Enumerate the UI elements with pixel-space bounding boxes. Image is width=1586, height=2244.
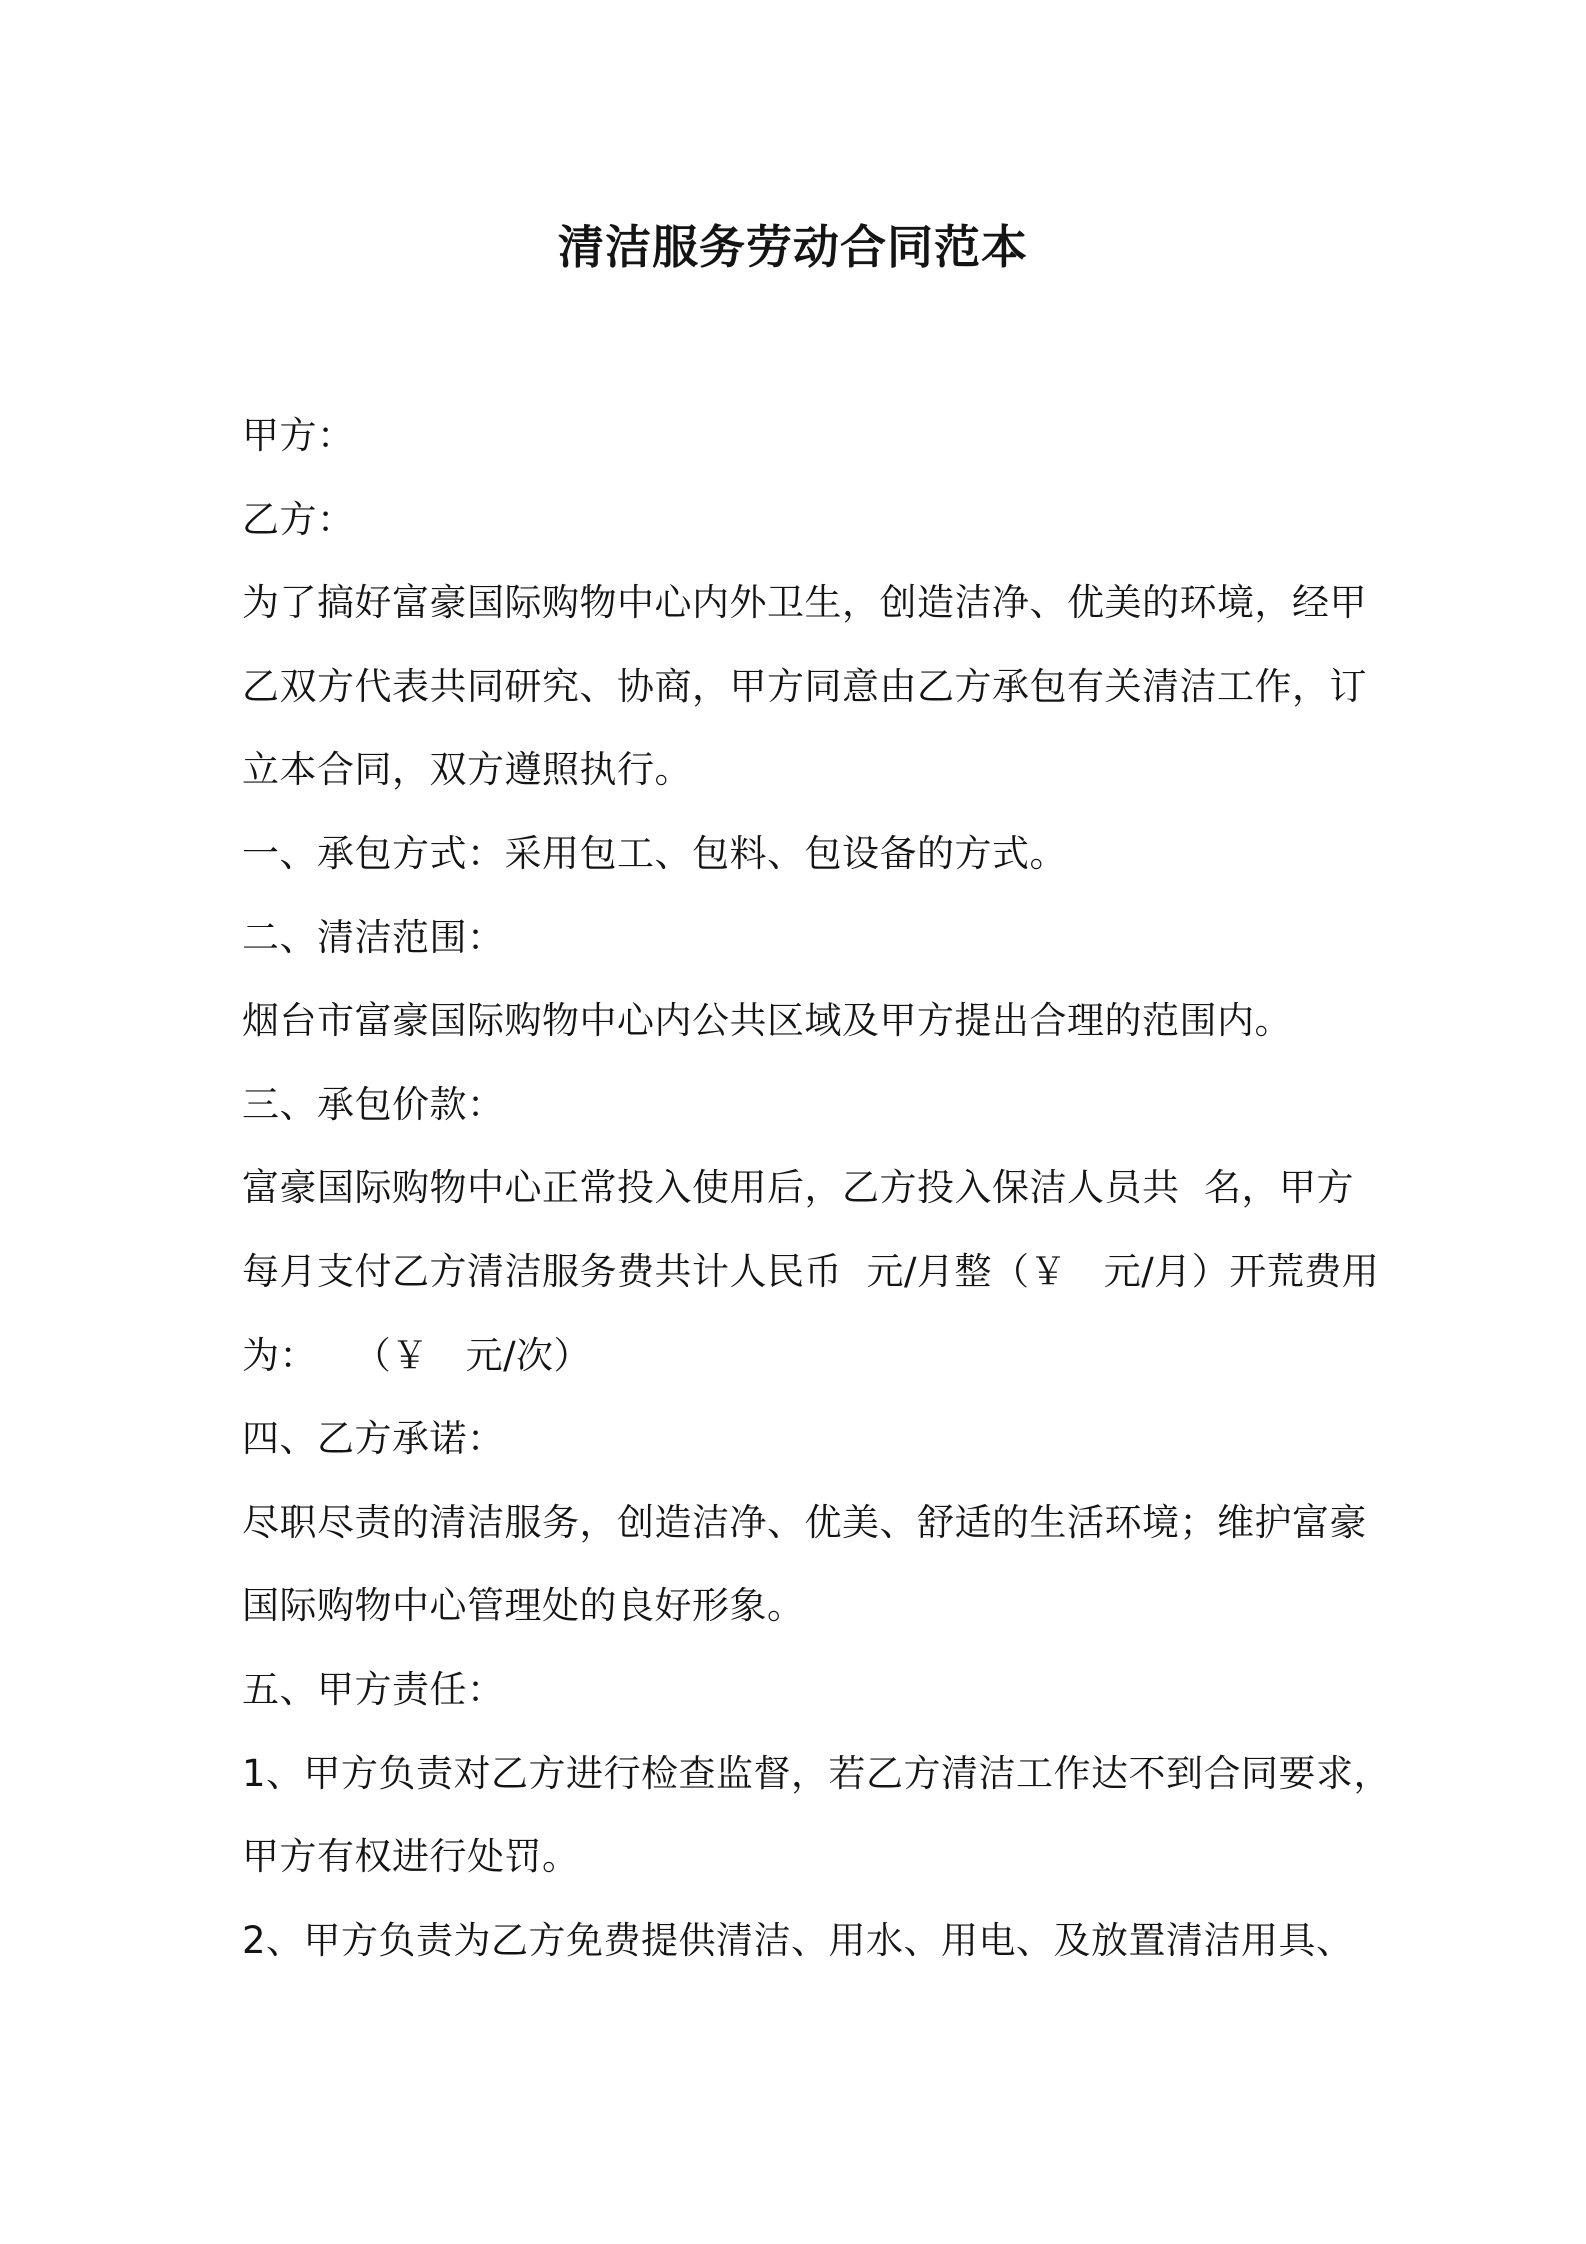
section-5-item-1-line-1: 1、甲方负责对乙方进行检查监督，若乙方清洁工作达不到合同要求， (242, 1751, 1392, 1795)
section-5-heading: 五、甲方责任： (242, 1667, 505, 1711)
section-4-heading: 四、乙方承诺： (242, 1417, 505, 1461)
section-2-text: 烟台市富豪国际购物中心内公共区域及甲方提出合理的范围内。 (242, 999, 1292, 1043)
section-3-text-line-1: 富豪国际购物中心正常投入使用后，乙方投入保洁人员共 名，甲方 (242, 1166, 1355, 1210)
section-3-text-line-2: 每月支付乙方清洁服务费共计人民币 元/月整（￥ 元/月）开荒费用 (242, 1249, 1380, 1293)
party-a-line: 甲方： (242, 414, 355, 457)
party-b-line: 乙方： (242, 497, 355, 541)
document-title: 清洁服务劳动合同范本 (558, 220, 1028, 274)
section-2-heading: 二、清洁范围： (242, 915, 505, 959)
document-body (242, 394, 1392, 1982)
section-5-item-2-line-1: 2、甲方负责为乙方免费提供清洁、用水、用电、及放置清洁用具、 (242, 1918, 1354, 1962)
section-3-text-line-3: 为： （￥ 元/次） (242, 1333, 592, 1377)
section-5-item-1-line-2: 甲方有权进行处罚。 (242, 1835, 580, 1879)
section-4-text-line-2: 国际购物中心管理处的良好形象。 (242, 1584, 805, 1628)
preamble-line-3: 立本合同，双方遵照执行。 (242, 748, 692, 792)
preamble-line-2: 乙双方代表共同研究、协商，甲方同意由乙方承包有关清洁工作，订 (242, 664, 1367, 708)
section-4-text-line-1: 尽职尽责的清洁服务，创造洁净、优美、舒适的生活环境；维护富豪 (242, 1500, 1367, 1544)
preamble-line-1: 为了搞好富豪国际购物中心内外卫生，创造洁净、优美的环境，经甲 (242, 581, 1367, 625)
section-3-heading: 三、承包价款： (242, 1082, 505, 1126)
section-1-heading: 一、承包方式：采用包工、包料、包设备的方式。 (242, 831, 1067, 875)
